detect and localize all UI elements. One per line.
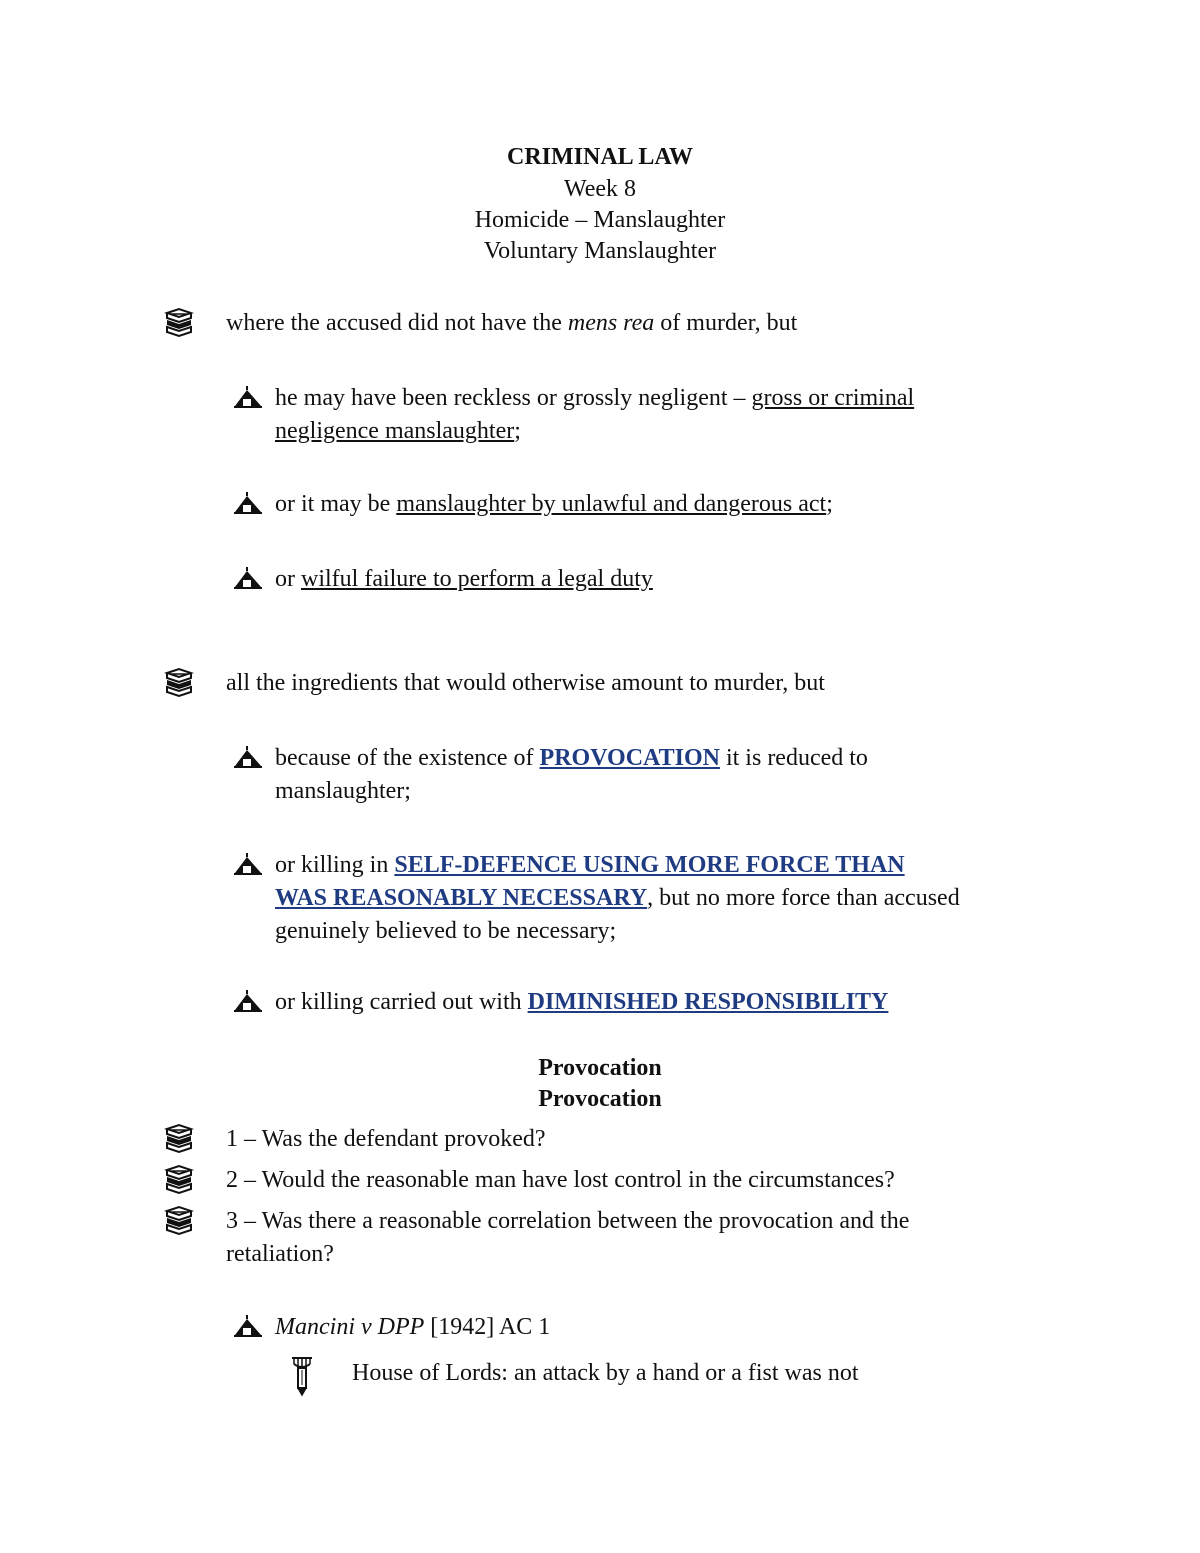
item-text: manslaughter; <box>275 778 411 804</box>
item-text: because of the existence of <box>275 745 540 771</box>
item-text: 1 – Was the defendant provoked? <box>226 1126 546 1152</box>
item-text: all the ingredients that would otherwise amount to murder, but <box>226 670 825 696</box>
topic-heading: Homicide – Manslaughter <box>474 207 726 233</box>
item-text: , but no more force than accused <box>647 885 960 911</box>
diminished-responsibility-link[interactable]: DIMINISHED RESPONSIBILITY <box>527 989 889 1015</box>
item-text: retaliation? <box>226 1241 334 1267</box>
hut-icon <box>233 382 263 415</box>
hut-icon <box>233 849 263 882</box>
item-text: ; <box>514 418 521 444</box>
sub-item-provocation <box>275 742 1075 808</box>
sub-item-legal-duty <box>275 563 1075 596</box>
section-heading-provocation: Provocation <box>538 1086 662 1112</box>
sub-item-diminished-responsibility <box>275 986 1075 1019</box>
books-icon <box>164 307 194 340</box>
hut-icon <box>233 1311 263 1344</box>
item-text: genuinely believed to be necessary; <box>275 918 617 944</box>
item-text: of murder, but <box>654 310 798 336</box>
books-icon <box>164 667 194 700</box>
item-text: or killing in <box>275 852 395 878</box>
provocation-link[interactable]: PROVOCATION <box>539 745 720 771</box>
item-text: it is reduced to <box>719 745 868 771</box>
hut-icon <box>233 986 263 1019</box>
item-text: or killing carried out with <box>275 989 528 1015</box>
books-icon <box>164 1164 194 1197</box>
underlined-term: negligence manslaughter <box>275 418 515 444</box>
hut-icon <box>233 488 263 521</box>
item-text: House of Lords: an attack by a hand or a fist was not <box>352 1360 859 1386</box>
section-heading-provocation: Provocation <box>538 1055 662 1081</box>
pen-icon <box>288 1355 316 1397</box>
underlined-term: wilful failure to perform a legal duty <box>301 566 653 592</box>
sub-item-unlawful-act <box>275 488 1075 521</box>
subtopic-heading: Voluntary Manslaughter <box>483 238 717 264</box>
underlined-term: manslaughter by unlawful and dangerous act <box>396 491 827 517</box>
hut-icon <box>233 742 263 775</box>
self-defence-link[interactable]: SELF-DEFENCE USING MORE FORCE THAN <box>394 852 905 878</box>
item-text: where the accused did not have the <box>226 310 568 336</box>
week-label: Week 8 <box>563 176 637 202</box>
self-defence-link[interactable]: WAS REASONABLY NECESSARY <box>275 885 648 911</box>
item-text-italic: mens rea <box>567 310 655 336</box>
list-item-no-mens-rea <box>226 307 1106 340</box>
item-text: 3 – Was there a reasonable correlation between the provocation and the <box>226 1208 910 1234</box>
sub-item-gross-negligence <box>275 382 1075 448</box>
hut-icon <box>233 563 263 596</box>
item-text: ; <box>826 491 833 517</box>
item-text: or <box>275 566 301 592</box>
item-text: he may have been reckless or grossly negligent – <box>275 385 752 411</box>
books-icon <box>164 1205 194 1238</box>
books-icon <box>164 1123 194 1156</box>
case-citation: [1942] AC 1 <box>424 1314 551 1340</box>
sub-item-self-defence <box>275 849 1075 948</box>
case-note <box>352 1357 1112 1390</box>
case-name: Mancini v DPP <box>275 1314 425 1340</box>
item-text: or it may be <box>275 491 397 517</box>
item-text: 2 – Would the reasonable man have lost control in the circumstances? <box>226 1167 895 1193</box>
question-item-1 <box>226 1123 1106 1156</box>
case-item-mancini <box>275 1311 1075 1344</box>
list-item-murder-ingredients <box>226 667 1106 700</box>
underlined-term: gross or criminal <box>751 385 915 411</box>
question-item-3 <box>226 1205 1106 1271</box>
document-title: CRIMINAL LAW <box>506 144 694 170</box>
question-item-2 <box>226 1164 1106 1197</box>
